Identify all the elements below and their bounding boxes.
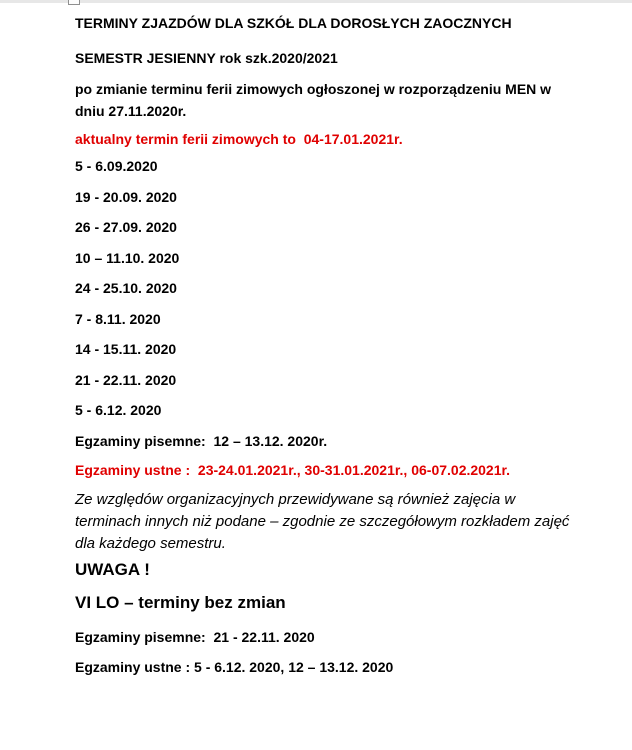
session-date: 5 - 6.09.2020 [75,158,158,174]
holiday-notice: aktualny termin ferii zimowych to 04-17.01.2021r. [75,131,403,147]
organizational-note: Ze względów organizacyjnych przewidywane są również zajęcia w terminach innych niż podane – zgodnie ze szczegółowym rozkładem zajęć dla każdego semestru. [75,490,574,552]
session-date: 7 - 8.11. 2020 [75,310,161,327]
session-date: 19 - 20.09. 2020 [75,188,177,205]
vi-lo-oral-exams-line: Egzaminy ustne : 5 - 6.12. 2020, 12 – 13.12. 2020 [75,658,394,675]
semester-subtitle: SEMESTR JESIENNY rok szk.2020/2021 [75,50,338,66]
oral-exams-line: Egzaminy ustne : 23-24.01.2021r., 30-31.01.2021r., 06-07.02.2021r. [75,461,511,478]
session-date: 5 - 6.12. 2020 [75,402,162,418]
session-date: 26 - 27.09. 2020 [75,219,177,235]
vi-lo-heading: VI LO – terminy bez zmian [75,592,286,612]
vi-lo-written-exams-line: Egzaminy pisemne: 21 - 22.11. 2020 [75,628,315,645]
session-date: 14 - 15.11. 2020 [75,341,177,357]
attention-heading: UWAGA ! [75,559,150,579]
session-date: 24 - 25.10. 2020 [75,280,177,296]
session-date: 10 – 11.10. 2020 [75,249,180,266]
session-date: 21 - 22.11. 2020 [75,371,177,388]
intro-paragraph: po zmianie terminu ferii zimowych ogłoszonej w rozporządzeniu MEN w dniu 27.11.2020r. [75,81,555,119]
document-title: TERMINY ZJAZDÓW DLA SZKÓŁ DLA DOROSŁYCH ZAOCZNYCH [75,15,512,31]
written-exams-line: Egzaminy pisemne: 12 – 13.12. 2020r. [75,432,328,449]
